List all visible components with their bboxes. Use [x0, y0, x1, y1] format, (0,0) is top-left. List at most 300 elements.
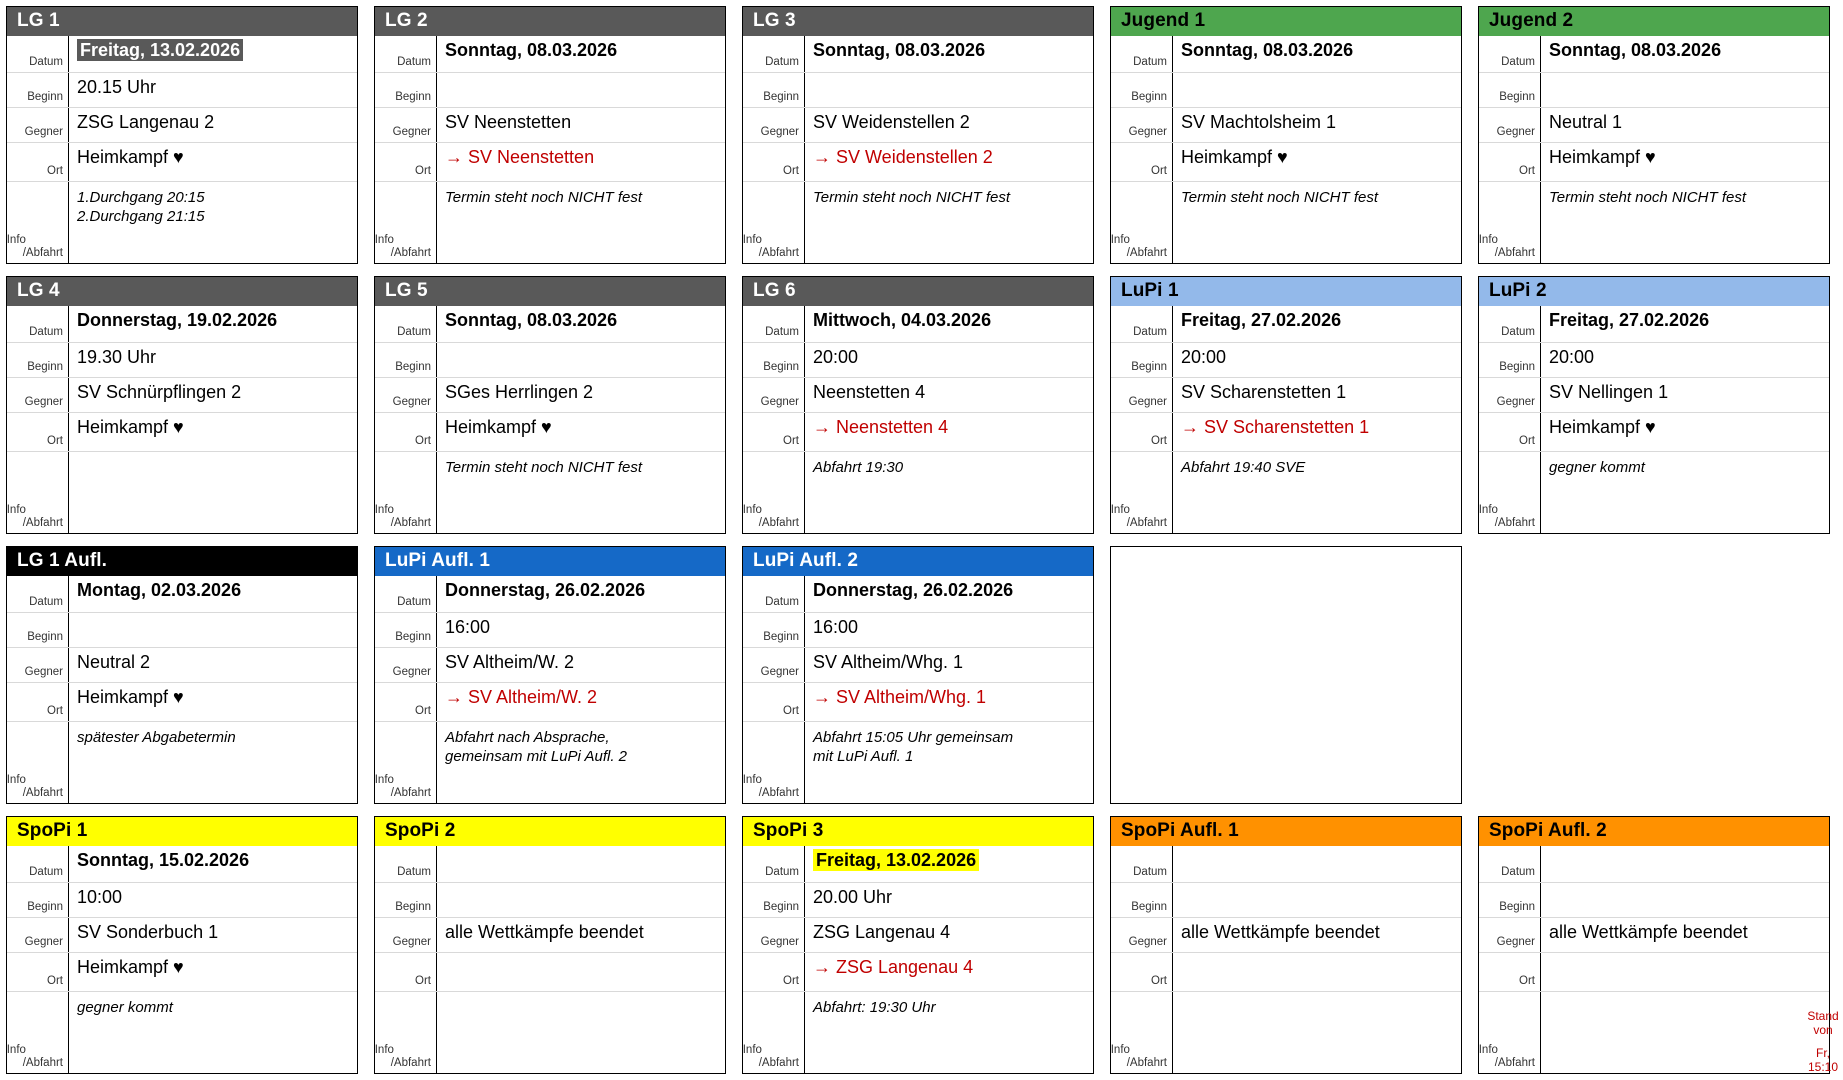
card-row: [375, 342, 725, 377]
card-row: [1479, 107, 1829, 142]
value-ort: → SV Weidenstellen 2: [813, 147, 993, 167]
card-slot: [0, 810, 368, 1080]
value-gegner: Neenstetten 4: [813, 382, 926, 402]
value-ort: Heimkampf ♥: [77, 417, 184, 437]
value-beginn: [1541, 883, 1829, 889]
label-info: Info / Abfahrt: [743, 992, 805, 1073]
value-info: [805, 452, 1093, 477]
card-rows: [1111, 306, 1461, 533]
card-rows: [743, 846, 1093, 1073]
value-gegner: ZSG Langenau 4: [813, 922, 951, 942]
info-line: Termin steht noch NICHT fest: [445, 459, 643, 476]
card-title: LG 3: [743, 7, 1093, 36]
value-beginn: [69, 613, 357, 619]
match-card[interactable]: [742, 6, 1094, 264]
match-card[interactable]: [374, 6, 726, 264]
label-gegner: Gegner: [1479, 378, 1541, 412]
label-ort: Ort: [743, 413, 805, 451]
card-title: LG 4: [7, 277, 357, 306]
card-rows: [7, 576, 357, 803]
value-info: [69, 722, 357, 747]
label-ort: Ort: [7, 953, 69, 991]
value-ort: Heimkampf ♥: [77, 957, 184, 977]
value-datum: Freitag, 27.02.2026: [1181, 310, 1342, 330]
card-row: [375, 647, 725, 682]
card-row: [7, 647, 357, 682]
match-card[interactable]: [1110, 546, 1462, 804]
card-row: [7, 682, 357, 721]
card-slot: [736, 540, 1104, 810]
label-info: Info / Abfahrt: [7, 452, 69, 533]
label-datum: Datum: [743, 576, 805, 612]
card-row: [743, 917, 1093, 952]
info-line: gegner kommt: [1549, 459, 1645, 476]
card-row: [1111, 917, 1461, 952]
label-ort: Ort: [375, 953, 437, 991]
label-info: Info / Abfahrt: [7, 182, 69, 263]
stand-line-4: 15:10: [1807, 1060, 1839, 1074]
card-row: [375, 181, 725, 263]
card-slot: [1472, 270, 1840, 540]
label-ort: Ort: [1111, 413, 1173, 451]
value-datum: Donnerstag, 26.02.2026: [445, 580, 646, 600]
label-datum: Datum: [375, 306, 437, 342]
card-title: SpoPi Aufl. 1: [1111, 817, 1461, 846]
info-line: spätester Abgabetermin: [77, 729, 236, 746]
card-row: [7, 612, 357, 647]
card-row: [7, 882, 357, 917]
label-ort: Ort: [1479, 953, 1541, 991]
value-gegner: SGes Herrlingen 2: [445, 382, 594, 402]
card-row: [743, 721, 1093, 803]
card-row: [1111, 142, 1461, 181]
value-ort: → SV Altheim/Whg. 1: [813, 687, 987, 707]
card-row: [375, 612, 725, 647]
match-card[interactable]: [1478, 6, 1830, 264]
card-slot: [1472, 810, 1840, 1080]
value-datum: Mittwoch, 04.03.2026: [813, 310, 992, 330]
info-line: Abfahrt 15:05 Uhr gemeinsam: [813, 729, 1014, 746]
label-info: Info / Abfahrt: [1479, 452, 1541, 533]
label-gegner: Gegner: [7, 918, 69, 952]
card-row: [1479, 306, 1829, 342]
card-row: [375, 576, 725, 612]
label-info: Info / Abfahrt: [375, 182, 437, 263]
card-title: SpoPi 2: [375, 817, 725, 846]
value-beginn: [1541, 73, 1829, 79]
card-row: [1111, 412, 1461, 451]
card-rows: [1111, 846, 1461, 1073]
card-row: [1111, 952, 1461, 991]
card-rows: [1111, 36, 1461, 263]
label-ort: Ort: [7, 413, 69, 451]
label-ort: Ort: [1479, 413, 1541, 451]
label-beginn: Beginn: [743, 343, 805, 377]
card-title: SpoPi Aufl. 2: [1479, 817, 1829, 846]
value-datum: Sonntag, 08.03.2026: [445, 310, 618, 330]
card-slot: [1104, 540, 1472, 810]
card-row: [1479, 846, 1829, 882]
card-title: LuPi 2: [1479, 277, 1829, 306]
info-line: gemeinsam mit LuPi Aufl. 2: [445, 748, 628, 765]
card-slot: [0, 540, 368, 810]
info-line: 2.Durchgang 21:15: [77, 208, 205, 225]
card-slot: [0, 270, 368, 540]
label-gegner: Gegner: [375, 378, 437, 412]
label-beginn: Beginn: [7, 343, 69, 377]
card-slot: [1104, 0, 1472, 270]
label-datum: Datum: [1479, 846, 1541, 882]
card-row: [743, 647, 1093, 682]
card-row: [1111, 107, 1461, 142]
value-datum: Donnerstag, 26.02.2026: [813, 580, 1014, 600]
value-datum: [805, 846, 1093, 874]
label-ort: Ort: [7, 683, 69, 721]
card-rows: [1479, 846, 1829, 1073]
card-row: [375, 682, 725, 721]
value-datum: Sonntag, 08.03.2026: [445, 40, 618, 60]
card-slot: [0, 0, 368, 270]
label-gegner: Gegner: [1111, 918, 1173, 952]
info-line: 1.Durchgang 20:15: [77, 189, 205, 206]
value-datum: Sonntag, 08.03.2026: [813, 40, 986, 60]
card-row: [1479, 342, 1829, 377]
value-gegner: alle Wettkämpfe beendet: [1549, 922, 1748, 942]
card-row: [1479, 882, 1829, 917]
label-datum: Datum: [1111, 846, 1173, 882]
label-gegner: Gegner: [7, 378, 69, 412]
value-beginn: 20.00 Uhr: [813, 887, 893, 907]
card-slot: [736, 810, 1104, 1080]
card-title: LuPi Aufl. 1: [375, 547, 725, 576]
info-line: Abfahrt nach Absprache,: [445, 729, 610, 746]
value-info: [437, 182, 725, 207]
match-card[interactable]: [374, 276, 726, 534]
card-row: [1479, 412, 1829, 451]
value-beginn: 20:00: [1549, 347, 1595, 367]
label-info: Info / Abfahrt: [1479, 182, 1541, 263]
card-row: [375, 991, 725, 1073]
card-slot: [1472, 0, 1840, 270]
card-title: LG 2: [375, 7, 725, 36]
info-line: Abfahrt 19:30: [813, 459, 904, 476]
card-row: [375, 72, 725, 107]
match-card[interactable]: [742, 816, 1094, 1074]
value-beginn: [437, 343, 725, 349]
card-rows: [743, 36, 1093, 263]
match-card[interactable]: [1478, 816, 1833, 1074]
match-card[interactable]: [6, 6, 358, 264]
label-datum: Datum: [743, 306, 805, 342]
label-ort: Ort: [1111, 143, 1173, 181]
match-card[interactable]: [1110, 816, 1462, 1074]
label-info: Info / Abfahrt: [1111, 452, 1173, 533]
card-slot: [736, 270, 1104, 540]
label-datum: Datum: [7, 846, 69, 882]
label-info: Info / Abfahrt: [1111, 992, 1173, 1073]
value-beginn: 20:00: [813, 347, 859, 367]
label-ort: Ort: [375, 683, 437, 721]
value-gegner: SV Weidenstellen 2: [813, 112, 970, 132]
match-card[interactable]: [742, 546, 1094, 804]
match-card[interactable]: [6, 546, 358, 804]
value-beginn: 20.15 Uhr: [77, 77, 157, 97]
value-beginn: 16:00: [445, 617, 491, 637]
card-title: Jugend 1: [1111, 7, 1461, 36]
card-row: [375, 721, 725, 803]
card-slot: [368, 810, 736, 1080]
value-ort: [437, 953, 725, 959]
label-beginn: Beginn: [1111, 73, 1173, 107]
value-info: [69, 992, 357, 1017]
card-row: [743, 342, 1093, 377]
card-row: [7, 342, 357, 377]
card-title: LG 6: [743, 277, 1093, 306]
match-card[interactable]: [1110, 276, 1462, 534]
card-row: [375, 846, 725, 882]
label-ort: Ort: [1111, 953, 1173, 991]
info-line: Abfahrt 19:40 SVE: [1181, 459, 1306, 476]
value-gegner: SV Altheim/W. 2: [445, 652, 575, 672]
card-row: [743, 181, 1093, 263]
card-rows: [7, 36, 357, 263]
label-gegner: Gegner: [743, 378, 805, 412]
card-title: LuPi Aufl. 2: [743, 547, 1093, 576]
date-highlight: Freitag, 13.02.2026: [813, 849, 979, 871]
card-title: LuPi 1: [1111, 277, 1461, 306]
card-row: [375, 917, 725, 952]
value-datum: [69, 36, 357, 64]
stand-line-1: Stand: [1807, 1009, 1839, 1023]
value-gegner: Neutral 1: [1549, 112, 1623, 132]
card-row: [1111, 36, 1461, 72]
card-title: LG 1: [7, 7, 357, 36]
card-slot: [368, 270, 736, 540]
value-beginn: 10:00: [77, 887, 123, 907]
label-gegner: Gegner: [375, 918, 437, 952]
card-row: [743, 991, 1093, 1073]
value-info: [69, 182, 357, 226]
label-beginn: Beginn: [1479, 73, 1541, 107]
card-row: [7, 306, 357, 342]
card-row: [743, 451, 1093, 533]
match-card[interactable]: [6, 816, 358, 1074]
label-gegner: Gegner: [743, 918, 805, 952]
card-row: [743, 882, 1093, 917]
card-row: [743, 952, 1093, 991]
label-ort: Ort: [743, 683, 805, 721]
card-row: [7, 952, 357, 991]
card-slot: [368, 0, 736, 270]
card-row: [7, 36, 357, 72]
card-row: [375, 36, 725, 72]
value-ort: Heimkampf ♥: [1549, 147, 1656, 167]
value-gegner: SV Scharenstetten 1: [1181, 382, 1347, 402]
label-gegner: Gegner: [375, 108, 437, 142]
label-gegner: Gegner: [1479, 918, 1541, 952]
label-info: Info / Abfahrt: [743, 182, 805, 263]
value-info: [805, 722, 1093, 766]
value-ort: → ZSG Langenau 4: [813, 957, 974, 977]
card-row: [1479, 952, 1829, 991]
card-row: [743, 576, 1093, 612]
card-row: [7, 576, 357, 612]
card-row: [743, 36, 1093, 72]
label-ort: Ort: [743, 143, 805, 181]
match-card[interactable]: [742, 276, 1094, 534]
card-slot: [368, 540, 736, 810]
label-info: Info / Abfahrt: [375, 992, 437, 1073]
card-title: LG 1 Aufl.: [7, 547, 357, 576]
label-datum: Datum: [1111, 306, 1173, 342]
value-info: [1173, 992, 1461, 998]
label-datum: Datum: [1479, 36, 1541, 72]
value-ort: Heimkampf ♥: [1549, 417, 1656, 437]
value-gegner: SV Schnürpflingen 2: [77, 382, 242, 402]
card-title: SpoPi 3: [743, 817, 1093, 846]
label-gegner: Gegner: [1479, 108, 1541, 142]
value-gegner: ZSG Langenau 2: [77, 112, 215, 132]
value-info: [437, 992, 725, 998]
card-row: [7, 846, 357, 882]
value-ort: Heimkampf ♥: [445, 417, 552, 437]
card-row: [1479, 917, 1829, 952]
label-gegner: Gegner: [743, 648, 805, 682]
date-highlight: Freitag, 13.02.2026: [77, 39, 243, 61]
label-beginn: Beginn: [1111, 343, 1173, 377]
label-beginn: Beginn: [375, 343, 437, 377]
label-info: Info / Abfahrt: [375, 452, 437, 533]
value-beginn: 16:00: [813, 617, 859, 637]
card-row: [7, 181, 357, 263]
label-datum: Datum: [375, 576, 437, 612]
card-row: [1479, 36, 1829, 72]
match-card[interactable]: [374, 816, 726, 1074]
card-row: [375, 412, 725, 451]
card-row: [375, 952, 725, 991]
info-line: gegner kommt: [77, 999, 173, 1016]
card-row: [7, 412, 357, 451]
value-info: [805, 992, 1093, 1017]
value-beginn: [437, 883, 725, 889]
value-info: [69, 452, 357, 458]
card-title: SpoPi 1: [7, 817, 357, 846]
card-row: [1479, 181, 1829, 263]
card-row: [743, 846, 1093, 882]
value-ort: Heimkampf ♥: [1181, 147, 1288, 167]
value-beginn: [1173, 883, 1461, 889]
card-rows: [743, 576, 1093, 803]
label-gegner: Gegner: [1111, 378, 1173, 412]
card-row: [7, 142, 357, 181]
label-beginn: Beginn: [1479, 883, 1541, 917]
card-row: [1479, 72, 1829, 107]
label-datum: Datum: [7, 36, 69, 72]
card-rows: [7, 306, 357, 533]
label-gegner: Gegner: [375, 648, 437, 682]
card-slot: [736, 0, 1104, 270]
value-ort: Heimkampf ♥: [77, 687, 184, 707]
match-card[interactable]: [1478, 276, 1830, 534]
label-beginn: Beginn: [743, 883, 805, 917]
card-rows: [7, 846, 357, 1073]
card-row: [375, 377, 725, 412]
value-ort: → SV Scharenstetten 1: [1181, 417, 1370, 437]
value-info: [437, 722, 725, 766]
card-row: [1479, 991, 1829, 1073]
value-datum: Sonntag, 08.03.2026: [1181, 40, 1354, 60]
value-gegner: Neutral 2: [77, 652, 151, 672]
match-card[interactable]: [374, 546, 726, 804]
value-datum: [437, 846, 725, 852]
label-beginn: Beginn: [7, 73, 69, 107]
value-info: [1541, 452, 1829, 477]
label-gegner: Gegner: [743, 108, 805, 142]
info-line: Termin steht noch NICHT fest: [1549, 189, 1747, 206]
label-ort: Ort: [375, 143, 437, 181]
label-beginn: Beginn: [743, 73, 805, 107]
value-datum: Sonntag, 08.03.2026: [1549, 40, 1722, 60]
value-info: [1173, 452, 1461, 477]
value-gegner: SV Altheim/Whg. 1: [813, 652, 964, 672]
value-beginn: 19.30 Uhr: [77, 347, 157, 367]
value-gegner: alle Wettkämpfe beendet: [1181, 922, 1380, 942]
match-card[interactable]: [1110, 6, 1462, 264]
card-row: [7, 917, 357, 952]
value-info: [805, 182, 1093, 207]
label-gegner: Gegner: [7, 108, 69, 142]
card-row: [7, 377, 357, 412]
card-row: [743, 682, 1093, 721]
info-line: mit LuPi Aufl. 1: [813, 748, 914, 765]
info-line: Termin steht noch NICHT fest: [1181, 189, 1379, 206]
card-row: [1111, 846, 1461, 882]
card-row: [743, 377, 1093, 412]
label-beginn: Beginn: [1479, 343, 1541, 377]
card-row: [375, 142, 725, 181]
card-row: [1111, 882, 1461, 917]
value-beginn: [1173, 73, 1461, 79]
card-row: [743, 306, 1093, 342]
label-datum: Datum: [375, 36, 437, 72]
label-info: Info / Abfahrt: [743, 722, 805, 803]
value-beginn: [437, 73, 725, 79]
card-row: [743, 72, 1093, 107]
label-ort: Ort: [1479, 143, 1541, 181]
label-datum: Datum: [1111, 36, 1173, 72]
value-ort: → SV Altheim/W. 2: [445, 687, 598, 707]
card-row: [7, 721, 357, 803]
card-row: [1111, 72, 1461, 107]
card-row: [1111, 181, 1461, 263]
card-rows: [375, 306, 725, 533]
value-ort: [1173, 953, 1461, 959]
card-row: [1479, 377, 1829, 412]
card-row: [1479, 451, 1829, 533]
match-card[interactable]: [6, 276, 358, 534]
stand-line-3: Fr,: [1816, 1046, 1830, 1060]
value-ort: [1541, 953, 1829, 959]
card-row: [743, 142, 1093, 181]
label-info: Info / Abfahrt: [7, 992, 69, 1073]
label-datum: Datum: [7, 306, 69, 342]
value-ort: → SV Neenstetten: [445, 147, 595, 167]
card-row: [375, 882, 725, 917]
label-info: Info / Abfahrt: [1111, 182, 1173, 263]
label-info: Info / Abfahrt: [743, 452, 805, 533]
value-ort: Heimkampf ♥: [77, 147, 184, 167]
card-title: Jugend 2: [1479, 7, 1829, 36]
